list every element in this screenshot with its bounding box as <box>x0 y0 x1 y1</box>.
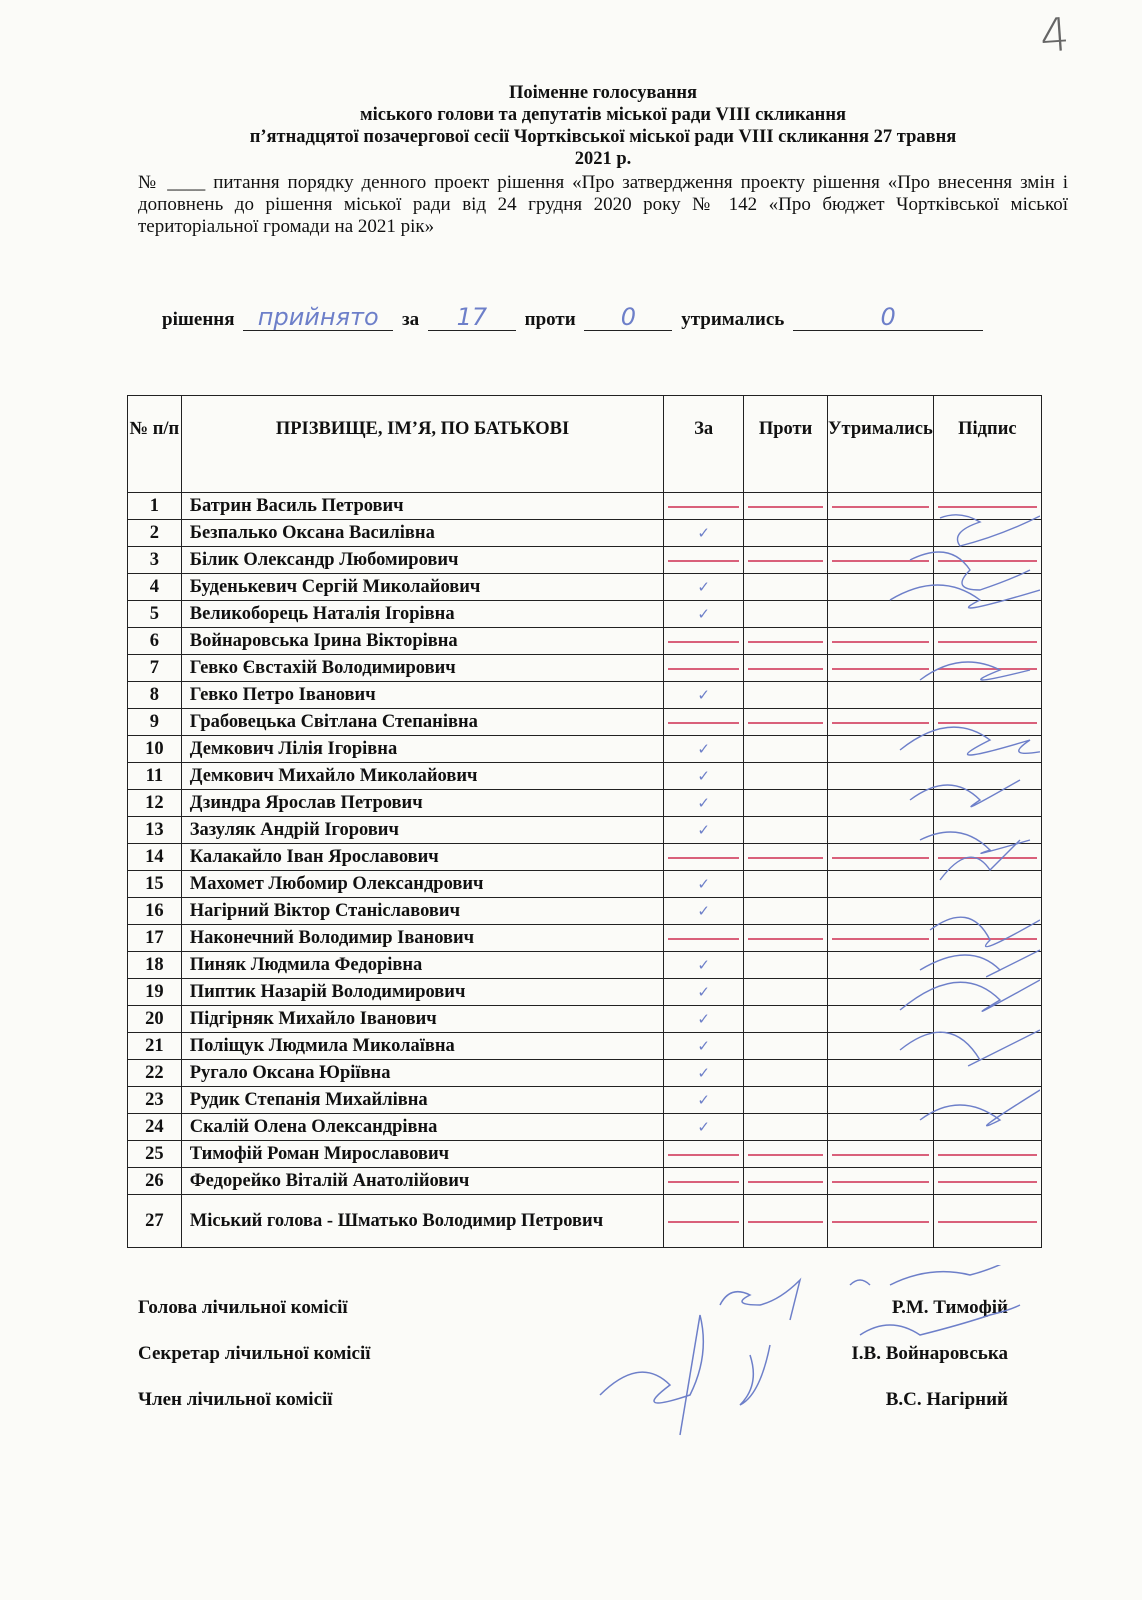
for-checkmark-icon: ✓ <box>664 1087 744 1114</box>
secretary-role: Секретар лічильної комісії <box>138 1343 371 1364</box>
against-cell <box>744 1006 828 1033</box>
for-cell-struck <box>664 844 744 871</box>
against-cell-struck <box>744 1141 828 1168</box>
deputy-name: Грабовецька Світлана Степанівна <box>181 709 664 736</box>
deputy-name: Гевко Євстахій Володимирович <box>181 655 664 682</box>
deputy-name: Демкович Лілія Ігорівна <box>181 736 664 763</box>
row-number: 19 <box>128 979 182 1006</box>
title-line-4: 2021 р. <box>574 149 632 169</box>
row-number: 7 <box>128 655 182 682</box>
row-number: 13 <box>128 817 182 844</box>
for-checkmark-icon: ✓ <box>664 952 744 979</box>
against-cell <box>744 1060 828 1087</box>
deputy-name: Пиняк Людмила Федорівна <box>181 952 664 979</box>
against-cell <box>744 736 828 763</box>
row-number: 1 <box>128 493 182 520</box>
row-number: 26 <box>128 1168 182 1195</box>
row-number: 18 <box>128 952 182 979</box>
for-cell-struck <box>664 628 744 655</box>
header-against: Проти <box>744 396 828 493</box>
row-number: 12 <box>128 790 182 817</box>
deputy-name: Федорейко Віталій Анатолійович <box>181 1168 664 1195</box>
against-cell <box>744 601 828 628</box>
deputy-name: Ругало Оксана Юріївна <box>181 1060 664 1087</box>
deputy-name: Махомет Любомир Олександрович <box>181 871 664 898</box>
deputy-name: Буденькевич Сергій Миколайович <box>181 574 664 601</box>
for-cell-struck <box>664 709 744 736</box>
row-number: 8 <box>128 682 182 709</box>
row-number: 15 <box>128 871 182 898</box>
deputy-name: Тимофій Роман Мирославович <box>181 1141 664 1168</box>
for-checkmark-icon: ✓ <box>664 574 744 601</box>
against-label: проти <box>524 309 576 330</box>
against-cell-struck <box>744 493 828 520</box>
vote-table-header-row <box>128 396 1042 493</box>
agenda-item-text: № ____ питання порядку денного проект рішення «Про затвердження проекту рішення «Про внесення змін і доповнень до рішення міської ради від 24 грудня 2020 року № 142 «Про бюджет Чортківської міської територіальної громади на 2021 рік» <box>138 172 1068 237</box>
for-checkmark-icon: ✓ <box>664 1006 744 1033</box>
abstained-cell-struck <box>827 1195 933 1248</box>
for-checkmark-icon: ✓ <box>664 736 744 763</box>
row-number: 11 <box>128 763 182 790</box>
for-checkmark-icon: ✓ <box>664 979 744 1006</box>
against-cell <box>744 763 828 790</box>
against-count-field <box>584 303 672 331</box>
for-checkmark-icon: ✓ <box>664 790 744 817</box>
against-cell <box>744 817 828 844</box>
deputy-name: Демкович Михайло Миколайович <box>181 763 664 790</box>
for-checkmark-icon: ✓ <box>664 1114 744 1141</box>
against-cell <box>744 952 828 979</box>
member-signatures <box>880 500 1040 1190</box>
row-number: 4 <box>128 574 182 601</box>
for-cell-struck <box>664 655 744 682</box>
for-cell-struck <box>664 493 744 520</box>
member-role: Член лічильної комісії <box>138 1389 333 1410</box>
deputy-name: Войнаровська Ірина Вікторівна <box>181 628 664 655</box>
deputy-name: Підгірняк Михайло Іванович <box>181 1006 664 1033</box>
for-checkmark-icon: ✓ <box>664 601 744 628</box>
header-abstained: Утримались <box>827 396 933 493</box>
against-cell <box>744 790 828 817</box>
against-cell <box>744 1087 828 1114</box>
for-cell-struck <box>664 925 744 952</box>
deputy-name: Батрин Василь Петрович <box>181 493 664 520</box>
for-count-field <box>428 303 516 331</box>
against-cell-struck <box>744 628 828 655</box>
signature-cell-struck <box>933 1195 1041 1248</box>
row-number: 17 <box>128 925 182 952</box>
for-checkmark-icon: ✓ <box>664 1033 744 1060</box>
header-name: ПРІЗВИЩЕ, ІМ’Я, ПО БАТЬКОВІ <box>181 396 664 493</box>
row-number: 25 <box>128 1141 182 1168</box>
against-cell <box>744 1033 828 1060</box>
deputy-name: Зазуляк Андрій Ігорович <box>181 817 664 844</box>
header-signature: Підпис <box>933 396 1041 493</box>
decision-result-handwritten: прийнято <box>257 303 379 331</box>
for-cell-struck <box>664 1195 744 1248</box>
for-cell-struck <box>664 1168 744 1195</box>
row-number: 27 <box>128 1195 182 1248</box>
deputy-name: Гевко Петро Іванович <box>181 682 664 709</box>
chair-role: Голова лічильної комісії <box>138 1297 348 1318</box>
for-cell-struck <box>664 547 744 574</box>
against-cell <box>744 871 828 898</box>
against-cell-struck <box>744 1168 828 1195</box>
against-cell <box>744 898 828 925</box>
row-number: 3 <box>128 547 182 574</box>
decision-summary <box>162 303 1062 331</box>
deputy-name: Рудик Степанія Михайлівна <box>181 1087 664 1114</box>
against-cell-struck <box>744 709 828 736</box>
against-count-handwritten: 0 <box>620 303 637 331</box>
row-number: 14 <box>128 844 182 871</box>
deputy-name: Наконечний Володимир Іванович <box>181 925 664 952</box>
row-number: 10 <box>128 736 182 763</box>
title-line-1: Поіменне голосування <box>508 83 698 103</box>
deputy-name: Безпалько Оксана Василівна <box>181 520 664 547</box>
against-cell-struck <box>744 844 828 871</box>
deputy-name: Поліщук Людмила Миколаївна <box>181 1033 664 1060</box>
deputy-name: Дзиндра Ярослав Петрович <box>181 790 664 817</box>
table-row <box>128 1195 1042 1248</box>
against-cell <box>744 574 828 601</box>
for-label: за <box>402 309 420 330</box>
document-header <box>138 82 1068 238</box>
against-cell-struck <box>744 655 828 682</box>
decision-result-field <box>243 303 393 331</box>
row-number: 20 <box>128 1006 182 1033</box>
title-line-3: п’ятнадцятої позачергової сесії Чортківської міської ради VІІІ скликання 27 травня <box>249 127 957 147</box>
against-cell <box>744 1114 828 1141</box>
chair-name: Р.М. Тимофій <box>891 1297 1008 1318</box>
against-cell-struck <box>744 547 828 574</box>
deputy-name: Скалій Олена Олександрівна <box>181 1114 664 1141</box>
row-number: 21 <box>128 1033 182 1060</box>
decision-label: рішення <box>162 309 235 330</box>
header-for: За <box>664 396 744 493</box>
member-name: В.С. Нагірний <box>885 1389 1008 1410</box>
deputy-name: Білик Олександр Любомирович <box>181 547 664 574</box>
against-cell-struck <box>744 1195 828 1248</box>
row-number: 23 <box>128 1087 182 1114</box>
header-num: № п/п <box>128 396 182 493</box>
abstained-count-handwritten: 0 <box>880 303 896 331</box>
deputy-name: Пиптик Назарій Володимирович <box>181 979 664 1006</box>
abstained-count-field <box>793 303 983 331</box>
page-number: 4 <box>1038 7 1072 63</box>
row-number: 24 <box>128 1114 182 1141</box>
row-number: 6 <box>128 628 182 655</box>
deputy-name: Нагірний Віктор Станіславович <box>181 898 664 925</box>
deputy-name: Калакайло Іван Ярославович <box>181 844 664 871</box>
for-checkmark-icon: ✓ <box>664 817 744 844</box>
secretary-name: І.В. Войнаровська <box>851 1343 1008 1364</box>
row-number: 22 <box>128 1060 182 1087</box>
against-cell <box>744 682 828 709</box>
row-number: 16 <box>128 898 182 925</box>
row-number: 2 <box>128 520 182 547</box>
for-count-handwritten: 17 <box>456 303 488 331</box>
for-checkmark-icon: ✓ <box>664 898 744 925</box>
for-checkmark-icon: ✓ <box>664 682 744 709</box>
abstained-label: утримались <box>681 309 785 330</box>
row-number: 5 <box>128 601 182 628</box>
row-number: 9 <box>128 709 182 736</box>
against-cell <box>744 979 828 1006</box>
commission-signatures <box>590 1265 1050 1465</box>
for-checkmark-icon: ✓ <box>664 520 744 547</box>
for-checkmark-icon: ✓ <box>664 1060 744 1087</box>
for-cell-struck <box>664 1141 744 1168</box>
deputy-name: Міський голова - Шматько Володимир Петрович <box>181 1195 664 1248</box>
for-checkmark-icon: ✓ <box>664 763 744 790</box>
deputy-name: Великоборець Наталія Ігорівна <box>181 601 664 628</box>
against-cell <box>744 520 828 547</box>
title-line-2: міського голови та депутатів міської ради VІІІ скликання <box>360 105 846 125</box>
for-checkmark-icon: ✓ <box>664 871 744 898</box>
against-cell-struck <box>744 925 828 952</box>
